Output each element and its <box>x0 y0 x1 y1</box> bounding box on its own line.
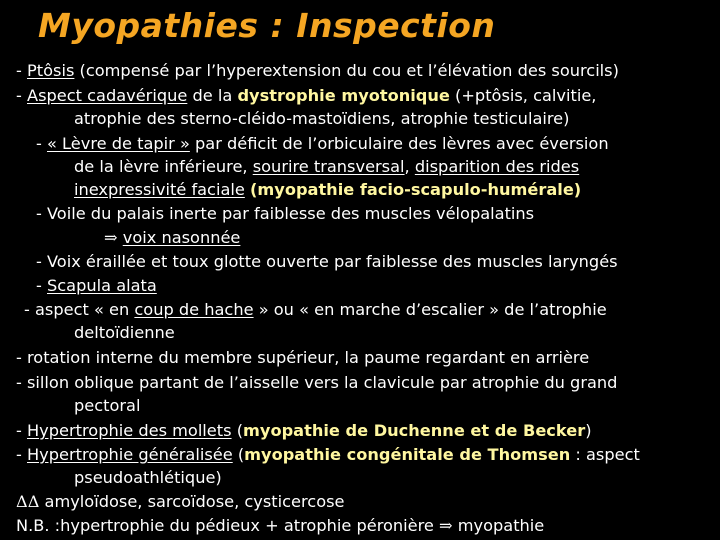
text-line <box>74 108 569 130</box>
text-segment: - <box>16 421 27 440</box>
underlined-term: Hypertrophie des mollets <box>27 421 232 440</box>
text-segment: atrophie des sterno-cléido-mastoïdiens, atrophie testiculaire) <box>74 109 570 128</box>
underlined-term: « Lèvre de tapir » <box>47 134 190 153</box>
text-line <box>36 275 157 297</box>
text-line <box>36 251 618 273</box>
text-line <box>16 420 592 442</box>
text-segment: ( <box>232 445 245 464</box>
text-segment: myopathie <box>452 516 545 535</box>
text-segment: - <box>16 61 27 80</box>
text-segment: N.B. :hypertrophie du pédieux + atrophie péronière <box>16 516 440 535</box>
text-segment: - <box>16 86 27 105</box>
text-segment: : aspect <box>570 445 640 464</box>
text-line <box>24 299 607 321</box>
text-line <box>16 85 596 107</box>
text-line <box>16 491 345 513</box>
text-segment: - <box>36 276 47 295</box>
text-segment: » ou « en marche d’escalier » de l’atrophie <box>253 300 607 319</box>
text-segment: (+ptôsis, calvitie, <box>449 86 597 105</box>
text-line <box>74 179 581 201</box>
text-segment: - <box>16 445 27 464</box>
symbol-glyph: ⇒ <box>104 228 118 247</box>
text-segment: , <box>404 157 415 176</box>
text-line <box>16 515 544 537</box>
text-segment: deltoïdienne <box>74 323 175 342</box>
text-segment: ) <box>585 421 592 440</box>
text-line <box>104 227 240 249</box>
text-segment: - aspect « en <box>24 300 135 319</box>
highlight-text: dystrophie myotonique <box>237 86 450 105</box>
highlight-text: myopathie de Duchenne et de Becker <box>243 421 586 440</box>
text-line <box>74 322 175 344</box>
text-line <box>74 395 140 417</box>
text-segment: de la <box>187 86 238 105</box>
underlined-term: voix nasonnée <box>122 228 241 247</box>
text-line <box>74 156 579 178</box>
underlined-term: Ptôsis <box>27 61 75 80</box>
text-segment: - Voile du palais inerte par faiblesse des muscles vélopalatins <box>36 204 535 223</box>
highlight-text: (myopathie facio-scapulo-humérale) <box>250 180 582 199</box>
underlined-term: Scapula alata <box>47 276 157 295</box>
text-segment: (compensé par l’hyperextension du cou et l’élévation des sourcils) <box>74 61 619 80</box>
text-segment: amyloïdose, sarcoïdose, cysticercose <box>39 492 345 511</box>
text-segment: par déficit de l’orbiculaire des lèvres avec éversion <box>189 134 609 153</box>
text-segment: pseudoathlétique) <box>74 468 222 487</box>
symbol-glyph: ⇒ <box>439 516 453 535</box>
text-segment: - Voix éraillée et toux glotte ouverte par faiblesse des muscles laryngés <box>36 252 618 271</box>
text-line <box>16 372 617 394</box>
underlined-term: Aspect cadavérique <box>27 86 188 105</box>
underlined-term: Hypertrophie généralisée <box>27 445 233 464</box>
text-segment: de la lèvre inférieure, <box>74 157 253 176</box>
text-segment: - sillon oblique partant de l’aisselle vers la clavicule par atrophie du grand <box>16 373 618 392</box>
underlined-term: disparition des rides <box>414 157 580 176</box>
underlined-term: sourire transversal <box>252 157 405 176</box>
symbol-glyph: ΔΔ <box>16 492 40 511</box>
underlined-term: inexpressivité faciale <box>74 180 245 199</box>
text-segment: - rotation interne du membre supérieur, la paume regardant en arrière <box>16 348 590 367</box>
slide-title: Myopathies : Inspection <box>38 6 496 45</box>
underlined-term: coup de hache <box>134 300 254 319</box>
text-segment: - <box>36 134 47 153</box>
text-line <box>16 347 589 369</box>
text-line <box>36 133 609 155</box>
text-line <box>16 60 619 82</box>
text-segment: ( <box>231 421 244 440</box>
text-line <box>36 203 534 225</box>
text-segment: pectoral <box>74 396 141 415</box>
text-line <box>16 444 640 466</box>
highlight-text: myopathie congénitale de Thomsen <box>244 445 571 464</box>
text-line <box>74 467 222 489</box>
